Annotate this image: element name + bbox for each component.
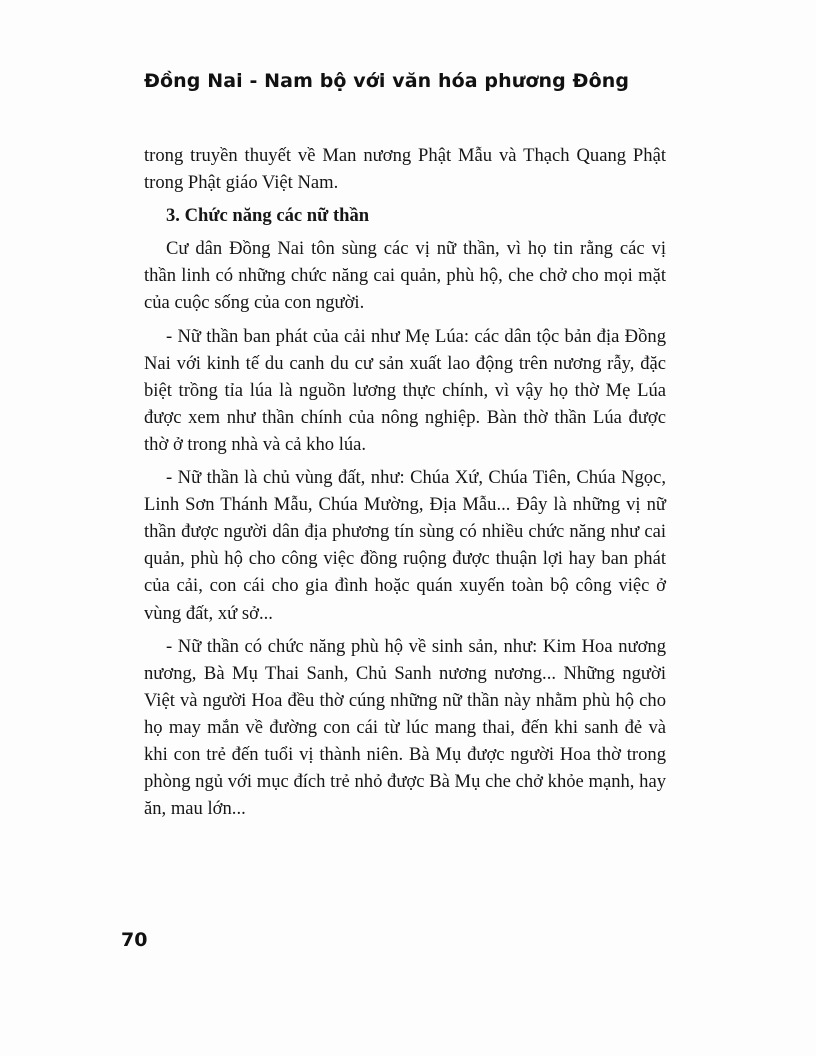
list-item-rice-goddess: - Nữ thần ban phát của cải như Mẹ Lúa: các dân tộc bản địa Đồng Nai với kinh tế du canh du cư sản xuất lao động trên nương rẫy, đặc biệt trồng tỉa lúa là nguồn lương thực chính, vì vậy họ thờ Mẹ Lúa được xem như thần chính của nông nghiệp. Bàn thờ thần Lúa được thờ ở trong nhà và cả kho lúa. (144, 325, 666, 455)
running-header: Đồng Nai - Nam bộ với văn hóa phương Đông (144, 70, 630, 92)
intro-paragraph: Cư dân Đồng Nai tôn sùng các vị nữ thần, vì họ tin rằng các vị thần linh có những chức năng cai quản, phù hộ, che chở cho mọi mặt của cuộc sống của con người. (144, 238, 666, 314)
section-heading: 3. Chức năng các nữ thần (166, 205, 370, 227)
continuation-paragraph: trong truyền thuyết về Man nương Phật Mẫu và Thạch Quang Phật trong Phật giáo Việt Nam. (144, 145, 666, 194)
list-item-fertility-goddess: - Nữ thần có chức năng phù hộ về sinh sản, như: Kim Hoa nương nương, Bà Mụ Thai Sanh, Chủ Sanh nương nương... Những người Việt và người Hoa đều thờ cúng những nữ thần này nhằm phù hộ cho họ may mắn về đường con cái từ lúc mang thai, đến khi sanh đẻ và khi con trẻ đến tuổi vị thành niên. Bà Mụ được người Hoa thờ trong phòng ngủ với mục đích trẻ nhỏ được Bà Mụ che chở khỏe mạnh, hay ăn, mau lớn... (144, 635, 666, 820)
body-text (144, 142, 666, 828)
list-item-land-goddess: - Nữ thần là chủ vùng đất, như: Chúa Xứ, Chúa Tiên, Chúa Ngọc, Linh Sơn Thánh Mẫu, Chúa Mường, Địa Mẫu... Đây là những vị nữ thần được người dân địa phương tín sùng có nhiều chức năng như cai quản, phù hộ cho công việc đồng ruộng được thuận lợi hay ban phát của cải, con cái cho gia đình hoặc quán xuyến toàn bộ công việc ở vùng đất, xứ sở... (144, 467, 666, 624)
page-number: 70 (121, 929, 148, 951)
